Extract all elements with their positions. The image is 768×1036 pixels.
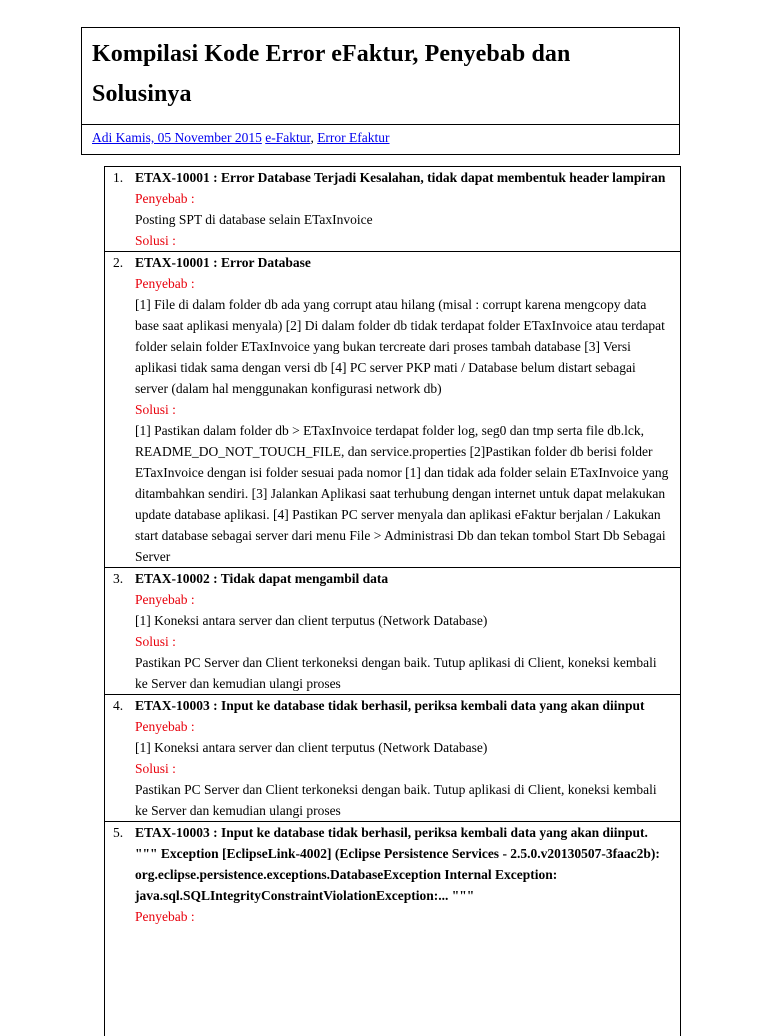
cause-text: [1] File di dalam folder db ada yang corrupt atau hilang (misal : corrupt karena mengcopy data base saat aplikasi menyala) [2] Di dalam folder db tidak terdapat folder ETaxInvoice atau terdapat folder selain folder ETaxInvoice yang bukan tercreate dari proses tambah database [3] Versi aplikasi tidak sama dengan versi db [4] PC server PKP mati / Database belum distart sebagai server (dalam hal menggunakan konfigurasi network db) — [135, 297, 665, 396]
author-date-link[interactable]: Adi Kamis, 05 November 2015 — [92, 130, 262, 145]
solution-label: Solusi : — [135, 634, 176, 649]
cause-text: Posting SPT di database selain ETaxInvoice — [135, 212, 373, 227]
cause-text: [1] Koneksi antara server dan client terputus (Network Database) — [135, 613, 488, 628]
post-meta — [81, 125, 680, 155]
solution-text: Pastikan PC Server dan Client terkoneksi dengan baik. Tutup aplikasi di Client, koneksi kembali ke Server dan kemudian ulangi proses — [135, 655, 657, 691]
category-link-error-efaktur[interactable]: Error Efaktur — [317, 130, 390, 145]
error-title: ETAX-10003 : Input ke database tidak berhasil, periksa kembali data yang akan diinput. """ Exception [EclipseLink-4002] (Eclipse Persistence Services - 2.5.0.v20130507-3faac2b): org.eclipse.persistence.exceptions.DatabaseException Internal Exception: java.sql.SQLIntegrityConstraintViolationException:... """ — [135, 825, 660, 903]
page-title: Kompilasi Kode Error eFaktur, Penyebab dan Solusinya — [92, 41, 571, 107]
category-link-efaktur[interactable]: e-Faktur — [265, 130, 311, 145]
error-list — [104, 166, 681, 1036]
solution-label: Solusi : — [135, 761, 176, 776]
item-number: 1. — [113, 170, 124, 185]
item-number: 3. — [113, 571, 124, 586]
item-number: 2. — [113, 255, 124, 270]
list-item — [105, 822, 680, 927]
error-title: ETAX-10001 : Error Database Terjadi Kesalahan, tidak dapat membentuk header lampiran — [135, 170, 666, 185]
solution-text: Pastikan PC Server dan Client terkoneksi dengan baik. Tutup aplikasi di Client, koneksi kembali ke Server dan kemudian ulangi proses — [135, 782, 657, 818]
solution-text: [1] Pastikan dalam folder db > ETaxInvoice terdapat folder log, seg0 dan tmp serta file db.lck, README_DO_NOT_TOUCH_FILE, dan service.properties [2]Pastikan folder db berisi folder ETaxInvoice dengan isi folder sesuai pada nomor [1] dan tidak ada folder selain ETaxInvoice yang ditambahkan sendiri. [3] Jalankan Aplikasi saat terhubung dengan internet untuk dapat melakukan update database aplikasi. [4] Pastikan PC server menyala dan aplikasi eFaktur berjalan / Lakukan start database sebagai server dari menu File > Administrasi Db dan tekan tombol Start Db Sebagai Server — [135, 423, 669, 564]
cause-label: Penyebab : — [135, 592, 195, 607]
list-item — [105, 167, 680, 252]
cause-label: Penyebab : — [135, 909, 195, 924]
error-title: ETAX-10001 : Error Database — [135, 255, 311, 270]
item-number: 5. — [113, 825, 124, 840]
cause-label: Penyebab : — [135, 719, 195, 734]
title-box — [81, 27, 680, 125]
cause-label: Penyebab : — [135, 276, 195, 291]
meta-separator: , — [310, 130, 314, 145]
solution-label: Solusi : — [135, 402, 176, 417]
cause-text: [1] Koneksi antara server dan client terputus (Network Database) — [135, 740, 488, 755]
list-item — [105, 252, 680, 568]
error-title: ETAX-10003 : Input ke database tidak berhasil, periksa kembali data yang akan diinput — [135, 698, 645, 713]
cause-label: Penyebab : — [135, 191, 195, 206]
error-title: ETAX-10002 : Tidak dapat mengambil data — [135, 571, 389, 586]
item-number: 4. — [113, 698, 124, 713]
solution-label: Solusi : — [135, 233, 176, 248]
list-item — [105, 695, 680, 822]
list-item — [105, 568, 680, 695]
